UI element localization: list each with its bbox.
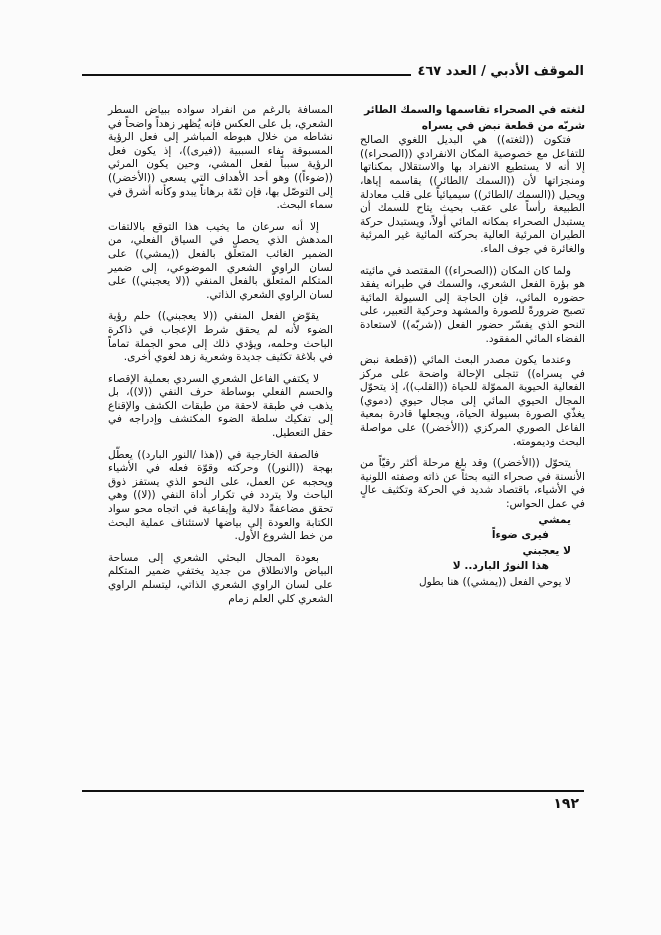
running-header	[82, 62, 584, 80]
paragraph: فتكون ((لثغته)) هي البديل اللغوي الصالح للتفاعل مع خصوصية المكان الانفرادي ((الصحراء)) إلا أنه لا يستطيع الانفراد بها والاستقلال بمكناتها ومنجزاتها لأن ((السمك /الطائر)) يقاسمه إياها، ويحيل ((السمك /الطائر)) سيميائياً على قلب معادلة الطبيعة رأساً على عقب بحيث يتاح للسمك أن يستبدل الصحراء بمكانه المائي أولاً، ويستبدل حركة الطيران المرئية العالية بحركته المائية غير المرئية والغائرة في جوف الماء.	[360, 134, 585, 255]
verse-line: فيرى ضوءاً	[491, 529, 549, 542]
left-column	[108, 104, 333, 614]
journal-title: الموقف الأدبي / العدد ٤٦٧	[417, 64, 584, 79]
paragraph: فالصفة الخارجية في ((هذا /النور البارد)) يعطّل بهجة ((النور)) وحركته وقوّة فعله في الأشياء ويحجبه عن العمل، على النحو الذي يستفز ذوق الباحث ولا يتردد في تكرار أداة النفي ((لا)) وهي تحقق مضاعفةً دلالية وإيقاعية في اتجاه محو سواد الكتابة والعودة إلى بياضها لاستئناف عملية البحث من خط الشروع الأول.	[108, 448, 333, 543]
paragraph: بعودة المجال البحثي الشعري إلى مساحة البياض والانطلاق من جديد يختفي ضمير المتكلم على لسان الراوي الشعري الذاتي، ليتسلم الراوي الشعري كلي العلم زمام	[108, 551, 333, 605]
paragraph: وعندما يكون مصدر البعث المائي ((قطعة نبض في يسراه)) تتجلى الإحالة واضحة على مركز الفعالية الحيوية المموّلة للحياة ((القلب))، إذ يتحوّل المجال الحيوي المائي إلى مجال حيوي (دموي) يغذّي الصورة بسيولة الحياة، ويجعلها قادرة بمعية الفاعل الصوري المركزي ((الأخضر)) على مواصلة البحث وديمومته.	[360, 354, 585, 448]
page-number: ١٩٢	[553, 796, 579, 812]
verse-subheading: شربّه من قطعة نبض في يسراه	[421, 119, 585, 132]
verse-line: يمشي	[538, 513, 571, 526]
verse-heading: لثغته في الصحراء تقاسمها والسمك الطائر	[364, 104, 585, 116]
paragraph: المسافة بالرغم من انفراد سواده ببياض السطر الشعري، بل على العكس فإنه يُظهر زهداً واضحاً في نشاطه من خلال هبوطه المباشر إلى فعل الرؤية المسبوقة بفاء السببية ((فيرى))، إذ يكون فعل الرؤية سبباً لفعل المشي، وحين يكون المرئي ((ضوءاً)) وهو أحد الأهداف التي يسعى ((الأخضر)) إلى التوصّل بها، فإن ثمّة برهاناً يبدو وكأنه أشرق في سماء البحث.	[107, 104, 333, 212]
verse-line: لا يعجبني	[522, 544, 571, 557]
paragraph: ولما كان المكان ((الصحراء)) المقتصد في مائيته هو بؤرة الفعل الشعري، والسمك في طيرانه يفقد حضوره المائي، فإن الحاجة إلى السيولة المائية تصبح ضرورةً للصورة والمشهد وحركية التعبير، على النحو الذي يفسّر حضور الفعل ((شربّه)) لاستعادة الفضاء المائي المفقود.	[360, 264, 585, 345]
paragraph: يقوّض الفعل المنفي ((لا يعجبني)) حلم رؤية الضوء لأنه لم يحقق شرط الإعجاب في ذاكرة الباحث وحلمه، ويؤدي ذلك إلى محو الجملة تماماً في بلاغة تكثيف جديدة وشعرية زهد لغوي أخرى.	[108, 310, 333, 364]
right-column	[360, 104, 585, 598]
paragraph: لا يكتفي الفاعل الشعري السردي بعملية الإقصاء والحسم الفعلي بوساطة حرف النفي ((لا))، بل يذهب في طبقة لاحقة من طبقات الكشف والإقناع إلى تفكيك سلطة الضوء المكتشف وإدراجه في حقل التعطيل.	[108, 372, 333, 440]
paragraph: يتحوّل ((الأخضر)) وقد بلغ مرحلة أكثر رقيّاً من الأنسنة في صحراء التيه بحثاً عن ذاته وصفته اللونية في الأشياء، باقتصاد شديد في الحركة وتكثيف عالٍ في عمل الحواس:	[360, 457, 585, 511]
paragraph: لا يوحي الفعل ((يمشي)) هنا بطول	[418, 576, 571, 588]
paragraph: إلا أنه سرعان ما يخيب هذا التوقع بالالتفات المدهش الذي يحصل في السياق الفعلي، من الضمير الغائب المتعلّق بالفعل ((يمشي)) على لسان الراوي الشعري الموضوعي، إلى ضمير المتكلم المتعلّق بالفعل المنفي ((لا يعجبني)) على لسان الراوي الشعري الذاتي.	[108, 220, 333, 301]
verse-line: هذا النورُ البارد.. لا	[452, 560, 549, 573]
footer-rule	[82, 790, 584, 792]
header-rule	[82, 74, 411, 76]
